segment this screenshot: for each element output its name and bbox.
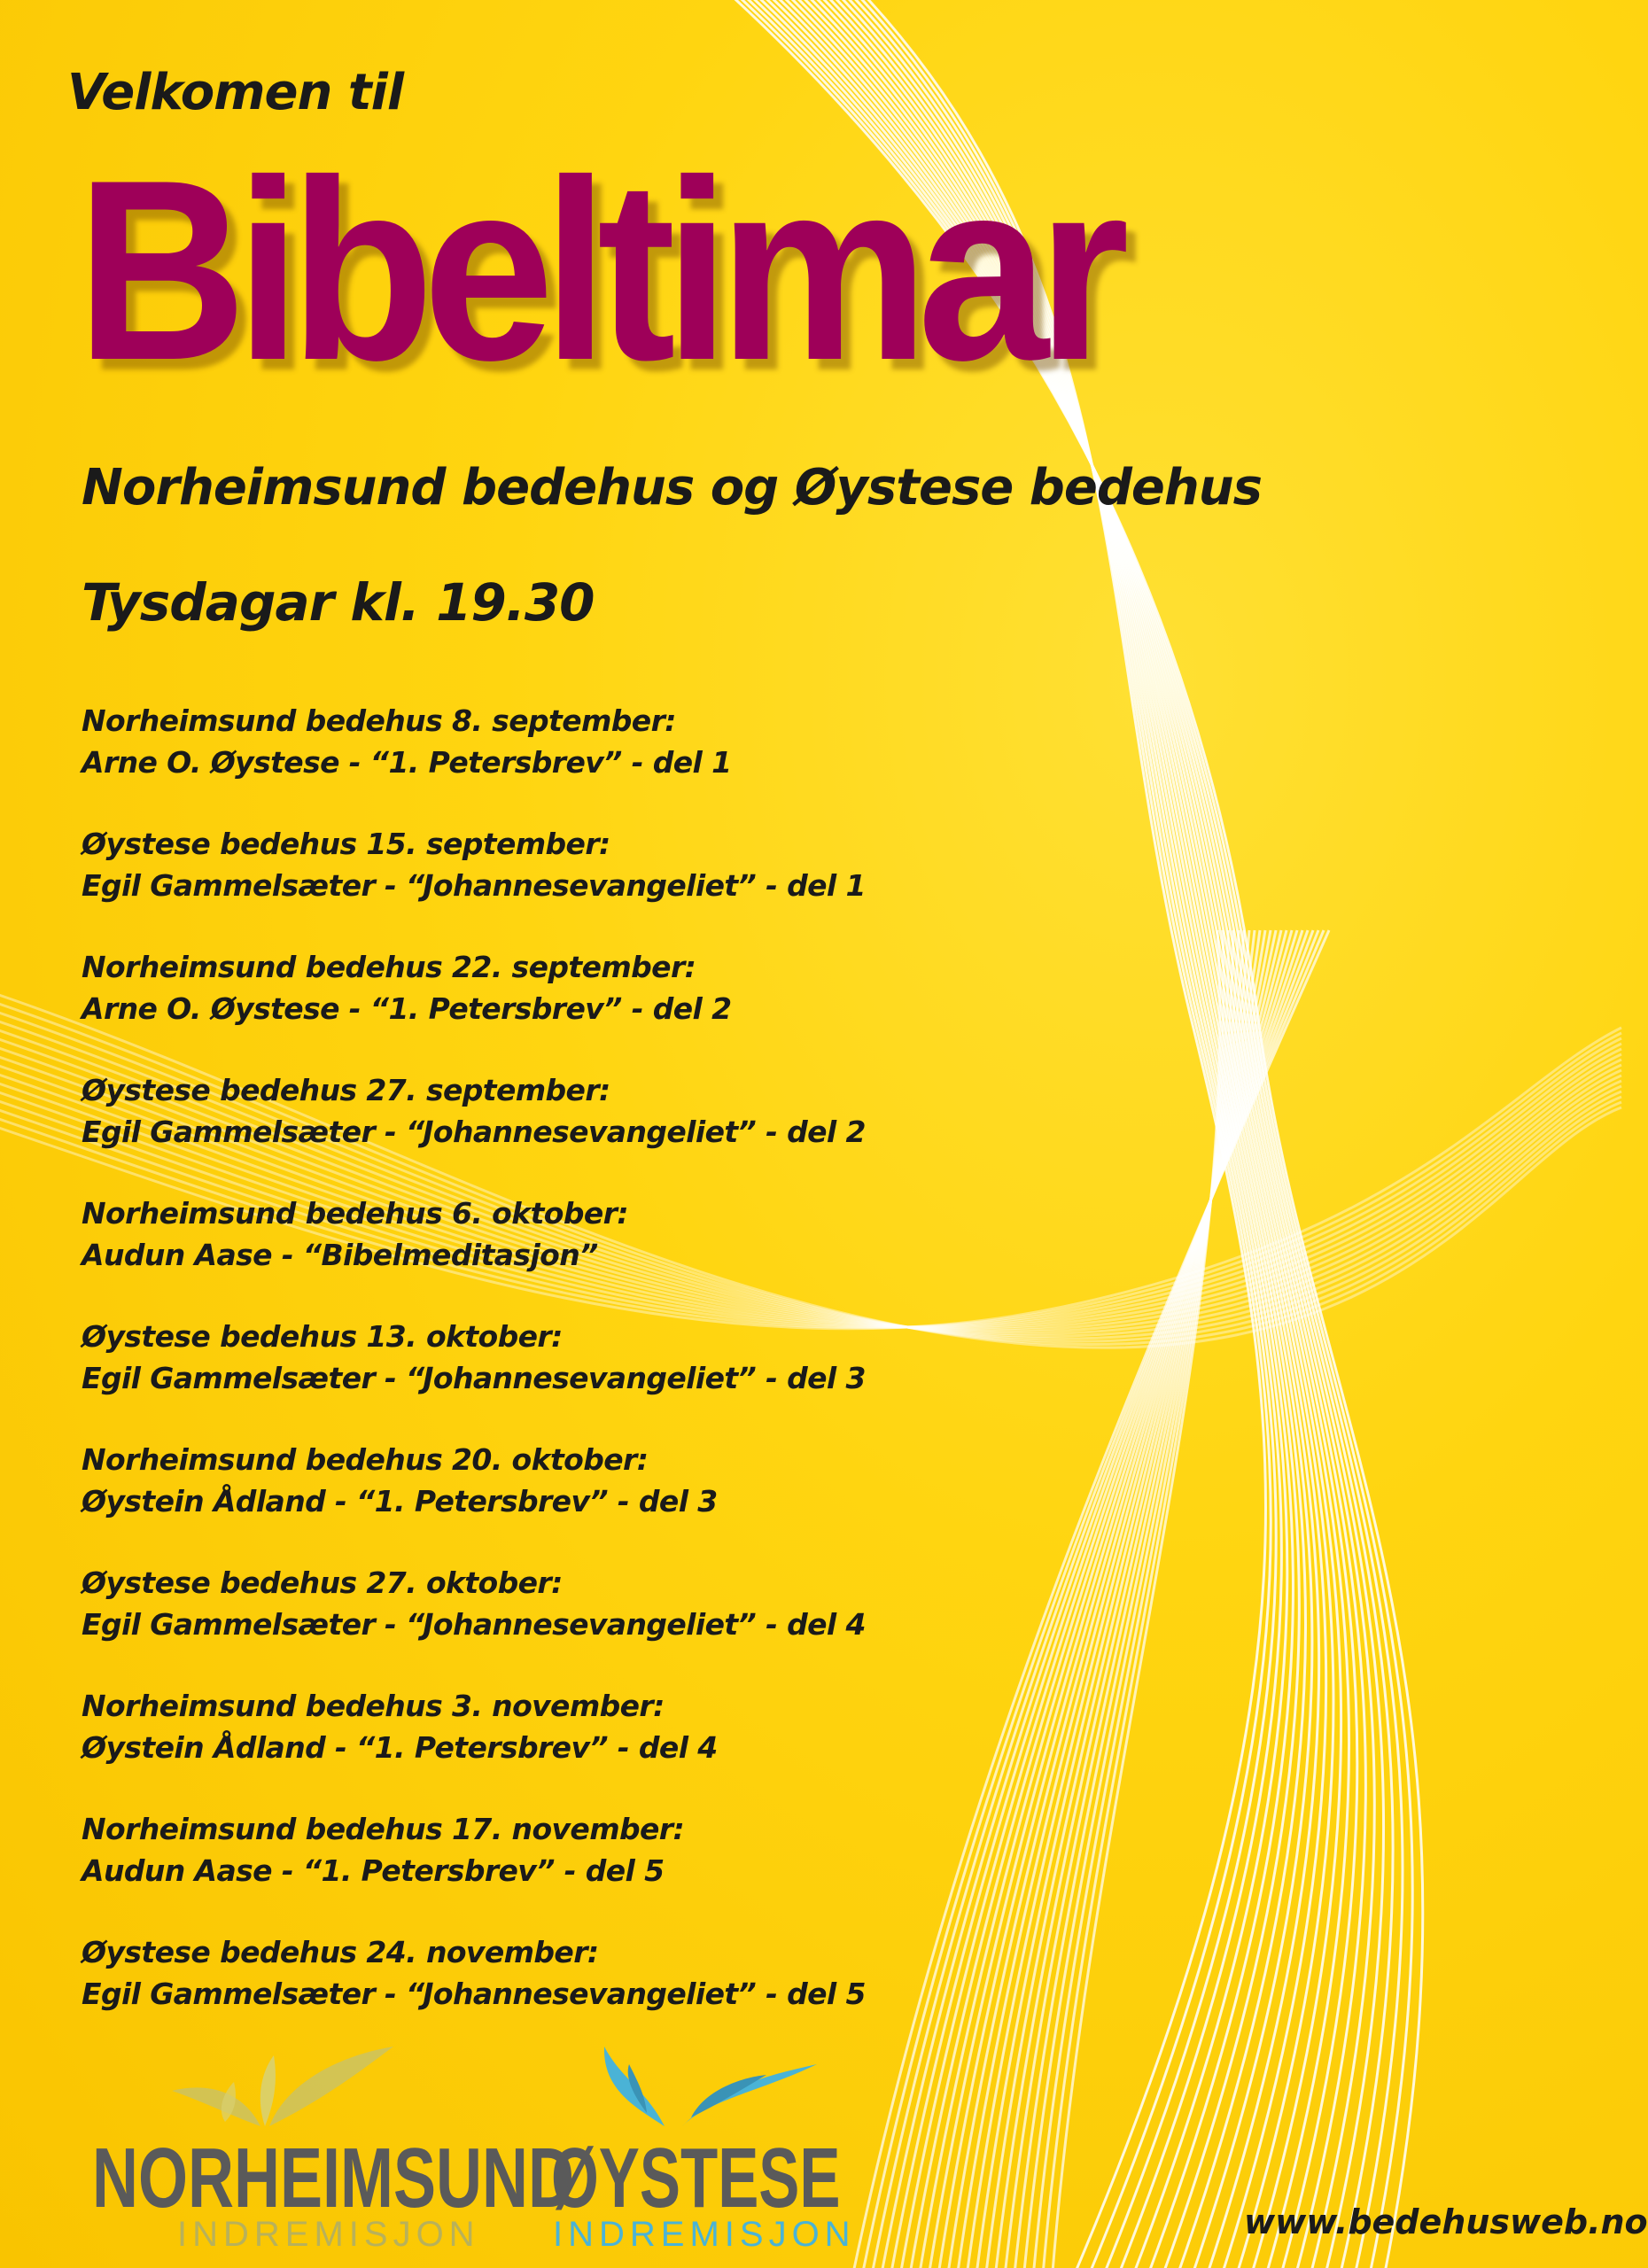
welcome-text: Velkomen til — [67, 64, 404, 121]
event-place-date: Norheimsund bedehus 20. oktober: — [82, 1442, 649, 1477]
norheimsund-logo-sub: INDREMISJON — [177, 2215, 480, 2254]
event-talk: Øystein Ådland - “1. Petersbrev” - del 3 — [82, 1484, 718, 1518]
page-title: Bibeltimar — [76, 127, 1118, 414]
event-talk: Arne O. Øystese - “1. Petersbrev” - del 2 — [82, 991, 732, 1026]
event-talk: Audun Aase - “Bibelmeditasjon” — [82, 1238, 598, 1272]
schedule-item — [82, 1316, 968, 1439]
schedule-item — [82, 1439, 968, 1562]
schedule-item — [82, 823, 968, 946]
event-talk: Egil Gammelsæter - “Johannesevangeliet” - del 3 — [82, 1361, 866, 1395]
schedule-item — [82, 1931, 968, 2054]
website-link[interactable]: www.bedehusweb.no — [1244, 2202, 1648, 2241]
flame-wings-icon — [549, 2029, 815, 2135]
norheimsund-logo — [92, 2038, 575, 2254]
event-place-date: Norheimsund bedehus 17. november: — [82, 1812, 685, 1846]
schedule-item — [82, 1685, 968, 1808]
event-place-date: Øystese bedehus 13. oktober: — [82, 1319, 563, 1354]
event-place-date: Norheimsund bedehus 6. oktober: — [82, 1196, 628, 1231]
oystese-logo-name: ØYSTESE — [551, 2131, 841, 2225]
event-place-date: Øystese bedehus 15. september: — [82, 827, 610, 861]
schedule-item — [82, 700, 968, 823]
meeting-time: Tysdagar kl. 19.30 — [82, 572, 595, 633]
event-place-date: Øystese bedehus 27. oktober: — [82, 1565, 563, 1600]
schedule-item — [82, 946, 968, 1069]
norheimsund-logo-name: NORHEIMSUND — [92, 2131, 575, 2225]
schedule-item — [82, 1192, 968, 1316]
oystese-logo-sub: INDREMISJON — [553, 2215, 856, 2254]
oystese-logo — [549, 2038, 856, 2254]
event-talk: Øystein Ådland - “1. Petersbrev” - del 4 — [82, 1730, 718, 1765]
schedule-item — [82, 1069, 968, 1192]
event-place-date: Øystese bedehus 24. november: — [82, 1935, 599, 1969]
schedule-list — [82, 700, 968, 2054]
schedule-item — [82, 1808, 968, 1931]
leaf-icon — [92, 2038, 500, 2135]
event-talk: Egil Gammelsæter - “Johannesevangeliet” - del 2 — [82, 1115, 866, 1149]
event-talk: Arne O. Øystese - “1. Petersbrev” - del 1 — [82, 745, 732, 780]
event-place-date: Norheimsund bedehus 22. september: — [82, 950, 696, 984]
event-place-date: Norheimsund bedehus 8. september: — [82, 703, 676, 738]
event-place-date: Øystese bedehus 27. september: — [82, 1073, 610, 1107]
schedule-item — [82, 1562, 968, 1685]
event-talk: Audun Aase - “1. Petersbrev” - del 5 — [82, 1853, 665, 1888]
event-place-date: Norheimsund bedehus 3. november: — [82, 1689, 665, 1723]
venues-subtitle: Norheimsund bedehus og Øystese bedehus — [82, 459, 1262, 517]
event-talk: Egil Gammelsæter - “Johannesevangeliet” - del 4 — [82, 1607, 866, 1642]
event-talk: Egil Gammelsæter - “Johannesevangeliet” - del 1 — [82, 868, 866, 903]
event-talk: Egil Gammelsæter - “Johannesevangeliet” - del 5 — [82, 1977, 866, 2011]
